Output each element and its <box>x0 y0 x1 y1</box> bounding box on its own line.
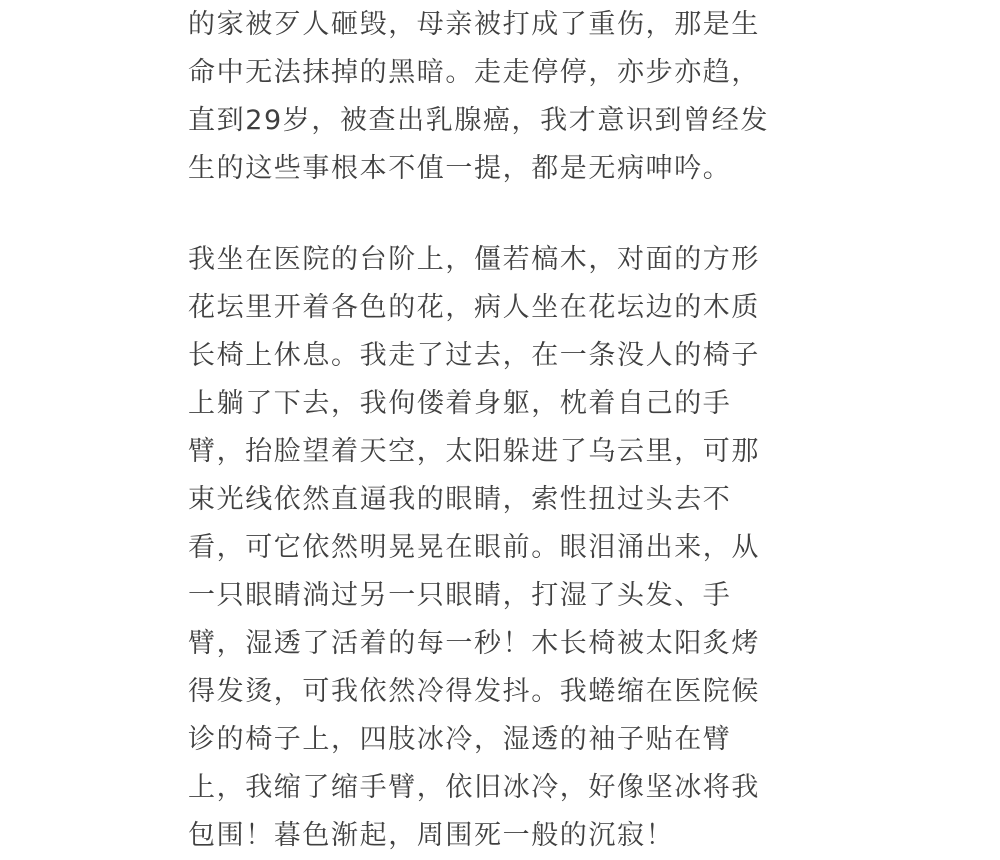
text-line: 直到29岁，被查出乳腺癌，我才意识到曾经发 <box>188 105 769 136</box>
text-line: 长椅上休息。我走了过去，在一条没人的椅子 <box>188 340 760 371</box>
text-line: 束光线依然直逼我的眼睛，索性扭过头去不 <box>188 484 732 515</box>
text-line: 我坐在医院的台阶上，僵若槁木，对面的方形 <box>188 244 760 275</box>
text-line: 一只眼睛淌过另一只眼睛，打湿了头发、手 <box>188 580 732 611</box>
text-line: 臂，抬脸望着天空，太阳躲进了乌云里，可那 <box>188 436 760 467</box>
text-line: 臂，湿透了活着的每一秒！木长椅被太阳炙烤 <box>188 628 760 659</box>
text-line: 诊的椅子上，四肢冰冷，湿透的袖子贴在臂 <box>188 724 732 755</box>
text-line: 得发烫，可我依然冷得发抖。我蜷缩在医院候 <box>188 676 760 707</box>
text-line: 上，我缩了缩手臂，依旧冰冷，好像坚冰将我 <box>188 772 760 803</box>
paragraph-1 <box>188 1 769 193</box>
text-line: 花坛里开着各色的花，病人坐在花坛边的木质 <box>188 292 760 323</box>
text-line: 生的这些事根本不值一提，都是无病呻吟。 <box>188 153 732 184</box>
text-line: 看，可它依然明晃晃在眼前。眼泪涌出来，从 <box>188 532 760 563</box>
text-line: 的家被歹人砸毁，母亲被打成了重伤，那是生 <box>188 9 760 40</box>
paragraph-2 <box>188 236 760 860</box>
text-line: 命中无法抹掉的黑暗。走走停停，亦步亦趋， <box>188 57 760 88</box>
text-line: 上躺了下去，我佝偻着身躯，枕着自己的手 <box>188 388 732 419</box>
text-line: 包围！暮色渐起，周围死一般的沉寂！ <box>188 820 675 851</box>
